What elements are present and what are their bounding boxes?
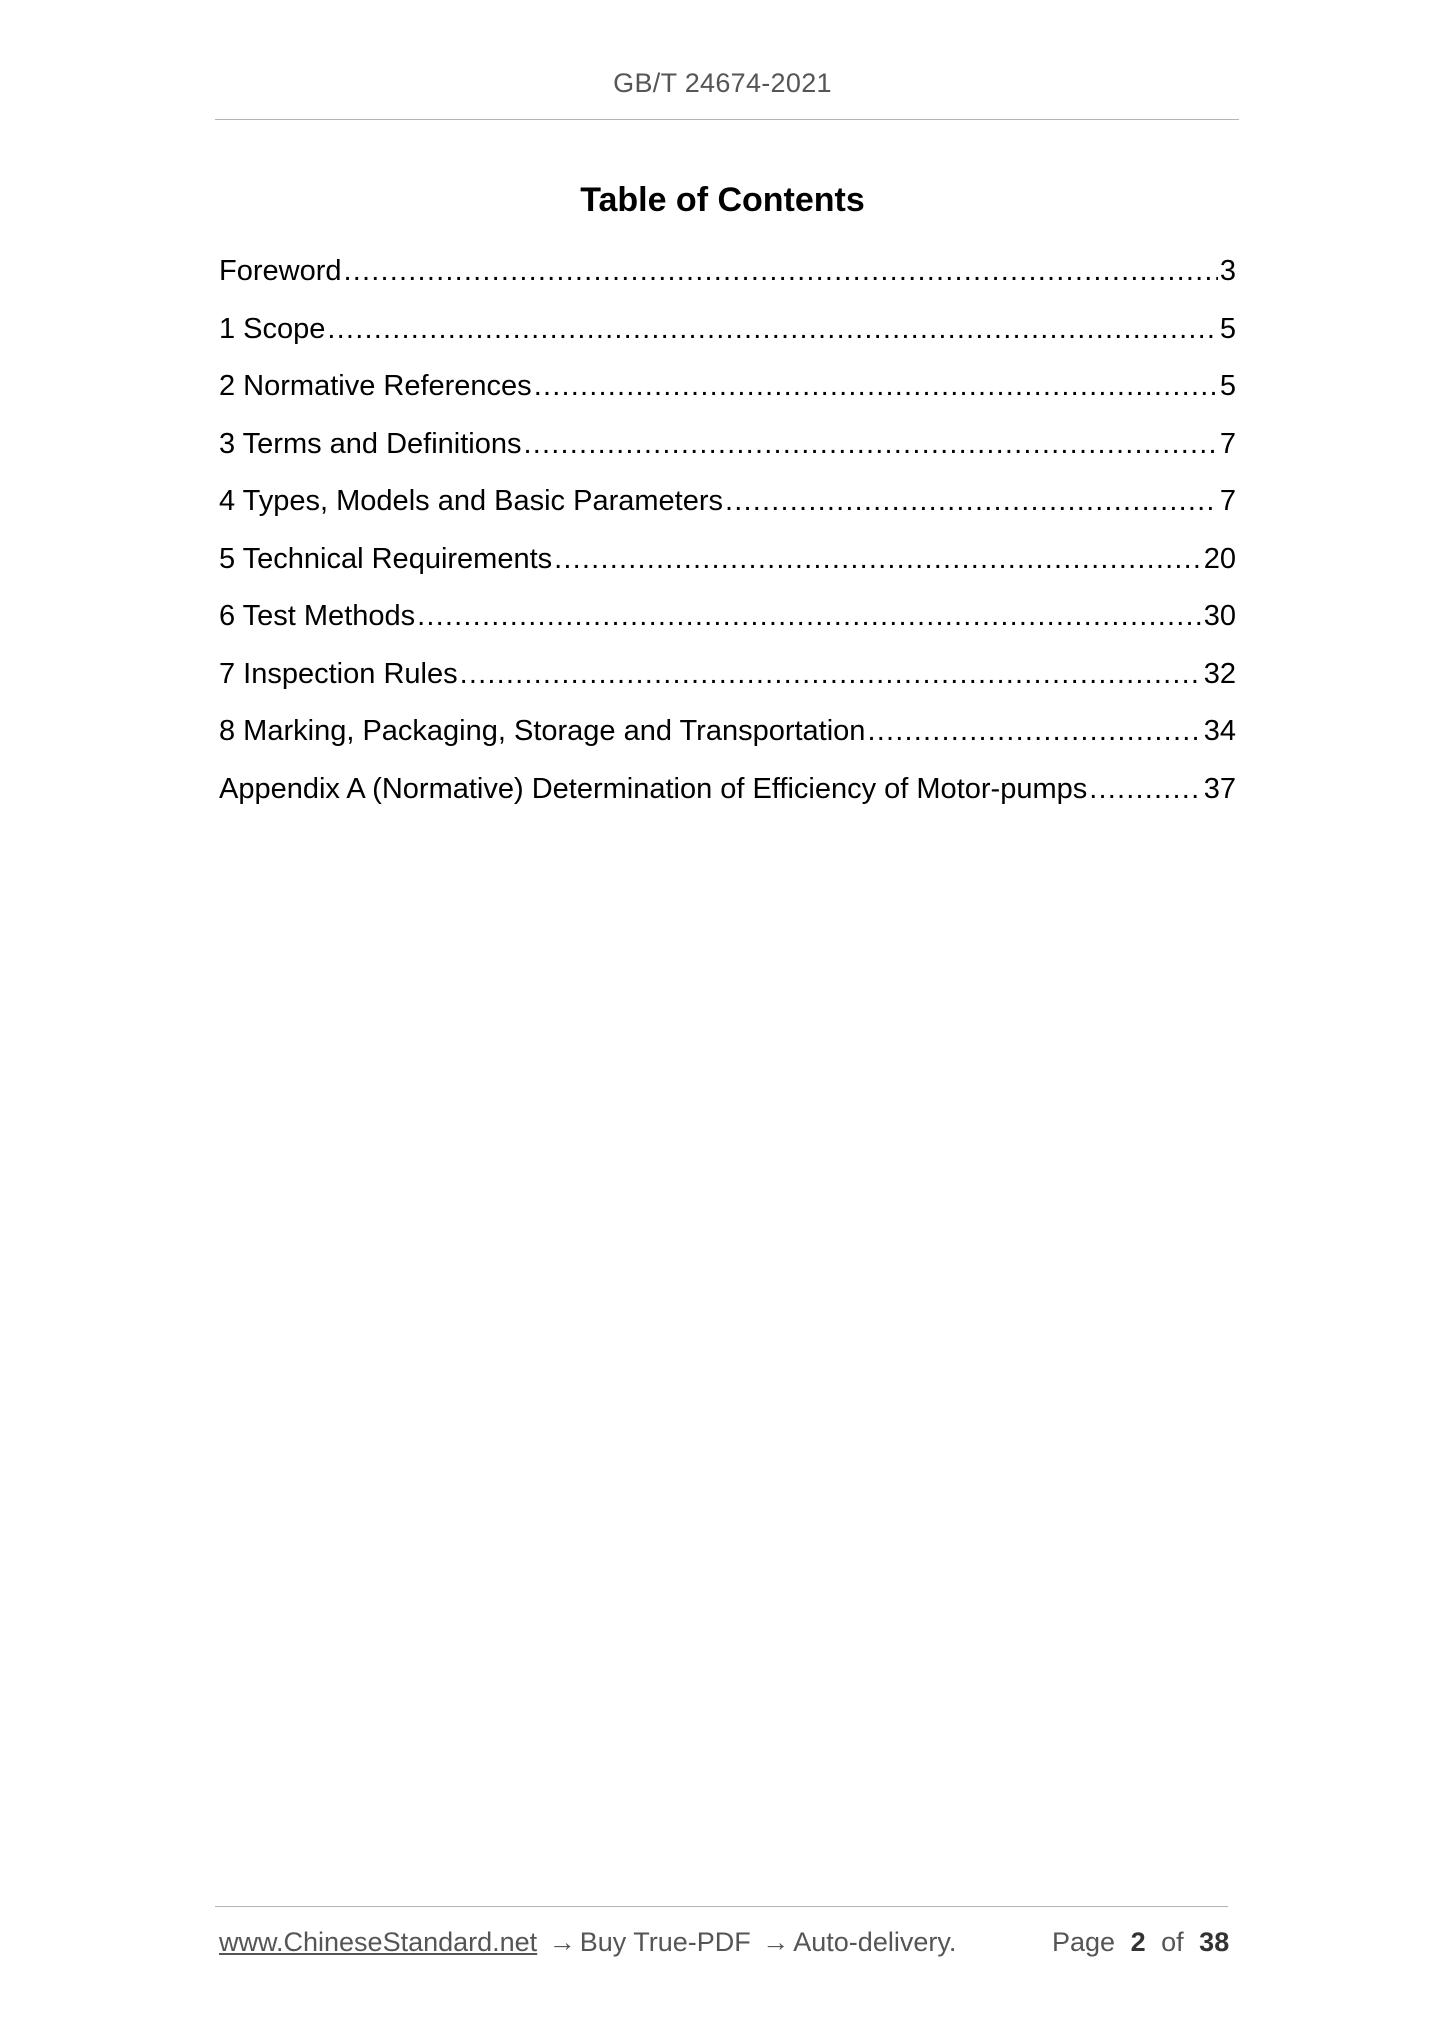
toc-dot-leader: [460, 655, 1202, 693]
toc-entry-label: 4 Types, Models and Basic Parameters: [219, 485, 723, 517]
document-code: GB/T 24674-2021: [613, 68, 832, 98]
toc-dot-leader: [417, 597, 1202, 635]
toc-entry-label: 5 Technical Requirements: [219, 542, 553, 575]
toc-entry-page: 37: [1203, 772, 1236, 805]
toc-entry-label: 3 Terms and Definitions: [219, 427, 522, 460]
toc-dot-leader: [1089, 770, 1202, 808]
toc-entry-label: Appendix A (Normative) Determination of Efficiency of Motor-pumps: [219, 772, 1088, 805]
toc-entry-page: 30: [1203, 600, 1236, 632]
toc-title: Table of Contents: [580, 181, 865, 219]
current-page-number: 2: [1130, 1927, 1146, 1957]
toc-dot-leader: [344, 252, 1218, 290]
toc-entry-page: 7: [1219, 485, 1236, 517]
toc-entry-inspection-rules[interactable]: [219, 655, 1236, 713]
site-link[interactable]: www.ChineseStandard.net: [219, 1927, 538, 1957]
toc-entry-page: 5: [1219, 370, 1236, 402]
toc-entry-label: Foreword: [219, 255, 342, 287]
toc-entry-types-models-parameters[interactable]: [219, 482, 1236, 540]
toc-dot-leader: [327, 310, 1217, 348]
toc-entry-page: 34: [1203, 715, 1236, 747]
toc-entry-label: 8 Marking, Packaging, Storage and Transportation: [219, 715, 866, 747]
toc-entry-page: 5: [1219, 312, 1236, 345]
toc-entry-label: 2 Normative References: [219, 370, 532, 402]
of-word: of: [1161, 1927, 1184, 1957]
page-word: Page: [1052, 1927, 1116, 1957]
toc-dot-leader: [534, 367, 1218, 405]
header-divider: [215, 119, 1239, 120]
toc-entry-foreword[interactable]: [219, 252, 1236, 310]
toc-entry-marking-packaging[interactable]: [219, 712, 1236, 770]
toc-entry-test-methods[interactable]: [219, 597, 1236, 655]
toc-entry-page: 20: [1203, 542, 1236, 575]
toc-dot-leader: [725, 482, 1218, 520]
toc-entry-page: 3: [1219, 255, 1236, 287]
toc-entry-technical-requirements[interactable]: [219, 540, 1236, 598]
toc-entry-normative-references[interactable]: [219, 367, 1236, 425]
buy-text: Buy True-PDF: [579, 1927, 751, 1957]
toc-entry-page: 32: [1203, 657, 1236, 690]
toc-entry-appendix-a[interactable]: [219, 770, 1236, 828]
toc-dot-leader: [554, 540, 1202, 578]
toc-entry-label: 1 Scope: [219, 312, 326, 345]
right-arrow-icon: →: [762, 1927, 790, 1957]
toc-entry-terms-and-definitions[interactable]: [219, 425, 1236, 483]
toc-entry-scope[interactable]: [219, 310, 1236, 368]
toc-dot-leader: [524, 425, 1218, 463]
toc-dot-leader: [867, 712, 1201, 750]
toc-entry-page: 7: [1219, 427, 1236, 460]
toc-list: [219, 252, 1236, 827]
footer-divider: [215, 1906, 1228, 1907]
toc-entry-label: 6 Test Methods: [219, 600, 416, 632]
page-indicator: [1052, 1927, 1229, 1958]
right-arrow-icon: →: [548, 1927, 576, 1957]
toc-entry-label: 7 Inspection Rules: [219, 657, 458, 690]
delivery-text: Auto-delivery.: [793, 1927, 957, 1957]
total-pages: 38: [1199, 1927, 1230, 1957]
footer-promo: [219, 1927, 956, 1958]
